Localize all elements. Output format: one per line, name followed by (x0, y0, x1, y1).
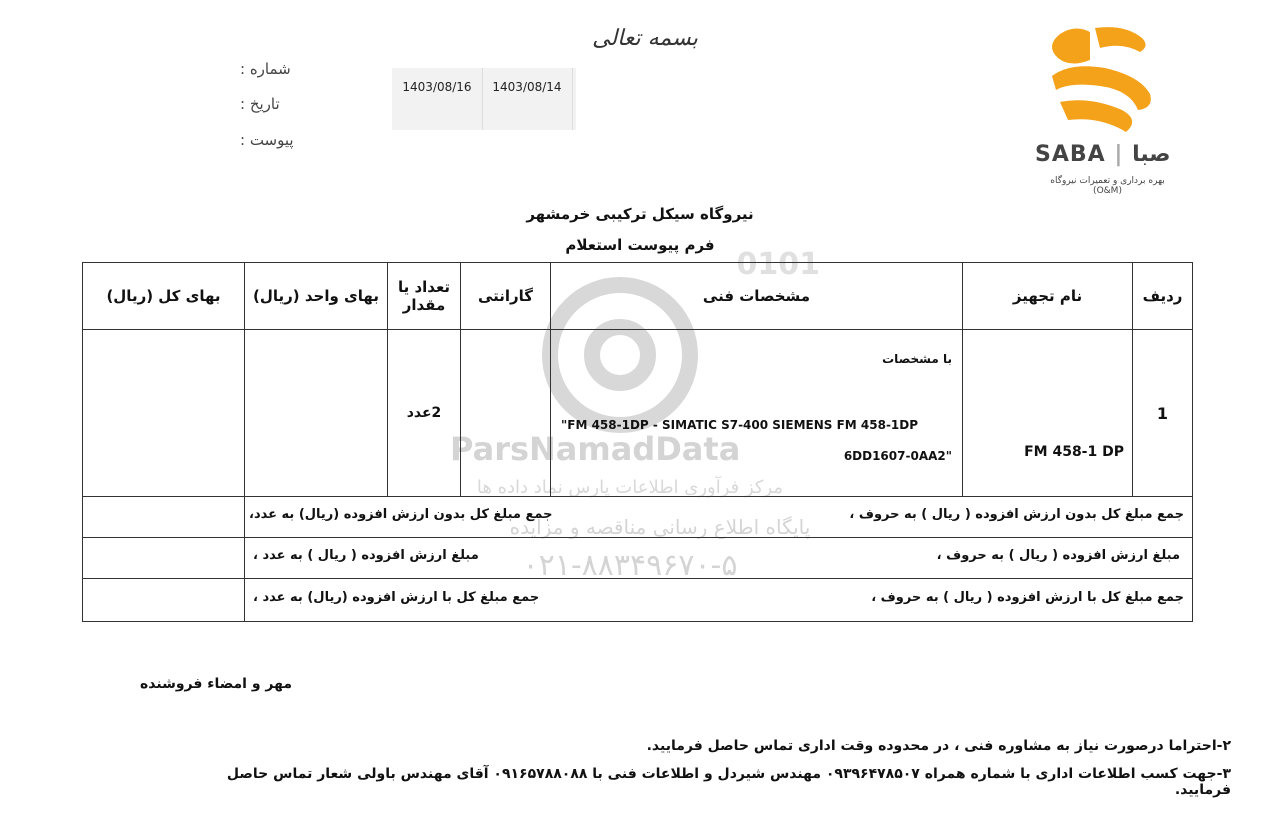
table-row (83, 330, 1193, 497)
bismillah-heading: بسمه تعالی (592, 26, 698, 51)
date-stamps (392, 68, 576, 130)
date-stamp-1: 1403/08/16 (392, 68, 483, 130)
item-total-price (83, 330, 245, 497)
watermark-line2: مرکز فرآوری اطلاعات پارس نماد داده ها (476, 477, 784, 498)
header-warranty: گارانتی (461, 263, 551, 330)
sum-digits: جمع مبلغ کل بدون ارزش افزوده (ریال) به عدد، (249, 507, 553, 522)
sum-row-with-vat (83, 579, 1193, 622)
sum-letters: جمع مبلغ کل بدون ارزش افزوده ( ریال ) به حروف ، (849, 507, 1184, 522)
number-label: شماره : (240, 60, 291, 78)
inquiry-table (82, 262, 1193, 622)
watermark-brand: ParsNamadData (450, 430, 741, 468)
header-qty: تعداد یا مقدار (388, 263, 461, 330)
item-qty: 2عدد (388, 330, 461, 497)
item-unit-price (245, 330, 388, 497)
sum-value-cell (83, 579, 245, 622)
note-3: ۳-جهت کسب اطلاعات اداری با شماره همراه ۰۹۳۹۶۴۷۸۵۰۷ مهندس شیردل و اطلاعات فنی با ۰۹۱۶۵۷۸۸۰۸۸ آقای مهندس باولی شعار تماس حاصل فرمایید. (226, 766, 1231, 798)
header-row-number: ردیف (1133, 263, 1193, 330)
saba-logo: SABA | صبا بهره برداری و تعمیرات نیروگاه (O&M) (1030, 24, 1180, 194)
spec-line-1: با مشخصات (882, 352, 952, 366)
sum-cell (245, 538, 1193, 579)
date-stamp-2: 1403/08/14 (482, 68, 573, 130)
spec-line-3: 6DD1607-0AA2" (843, 449, 952, 463)
item-equipment: FM 458-1 DP (963, 330, 1133, 497)
sum-value-cell (83, 497, 245, 538)
item-specs (551, 330, 963, 497)
sum-cell (245, 579, 1193, 622)
watermark-phone: ۰۲۱-۸۸۳۴۹۶۷۰-۵ (522, 548, 738, 583)
sum-digits: مبلغ ارزش افزوده ( ریال ) به عدد ، (253, 548, 479, 563)
header-unit-price: بهای واحد (ریال) (245, 263, 388, 330)
sum-letters: جمع مبلغ کل با ارزش افزوده ( ریال ) به حروف ، (871, 590, 1184, 605)
brand-subtitle: بهره برداری و تعمیرات نیروگاه (O&M) (1050, 176, 1165, 196)
sum-row-without-vat (83, 497, 1193, 538)
brand-latin: SABA (1035, 142, 1106, 167)
header-specs: مشخصات فنی (551, 263, 963, 330)
item-warranty (461, 330, 551, 497)
watermark-digits: 0101 (736, 247, 820, 282)
form-title: فرم پیوست استعلام (565, 236, 715, 254)
saba-logo-icon (1030, 24, 1180, 144)
sum-cell (245, 497, 1193, 538)
header-equipment: نام تجهیز (963, 263, 1133, 330)
note-2: ۲-احتراما درصورت نیاز به مشاوره فنی ، در محدوده وقت اداری تماس حاصل فرمایید. (646, 738, 1231, 754)
sum-letters: مبلغ ارزش افزوده ( ریال ) به حروف ، (936, 548, 1180, 563)
date-label: تاریخ : (240, 95, 280, 113)
seal-signature-label: مهر و امضاء فروشنده (140, 676, 293, 692)
sum-digits: جمع مبلغ کل با ارزش افزوده (ریال) به عدد ، (253, 590, 540, 605)
sum-row-vat (83, 538, 1193, 579)
spec-line-2: "FM 458-1DP - SIMATIC S7-400 SIEMENS FM 458-1DP (561, 418, 919, 432)
brand-persian: صبا (1132, 142, 1171, 167)
watermark-line3: پایگاه اطلاع رسانی مناقصه و مزایده (509, 515, 811, 539)
item-row-number: 1 (1133, 330, 1193, 497)
sum-value-cell (83, 538, 245, 579)
plant-title: نیروگاه سیکل ترکیبی خرمشهر (526, 205, 754, 223)
table-header-row (83, 263, 1193, 330)
attachment-label: پیوست : (240, 131, 294, 149)
header-total-price: بهای کل (ریال) (83, 263, 245, 330)
